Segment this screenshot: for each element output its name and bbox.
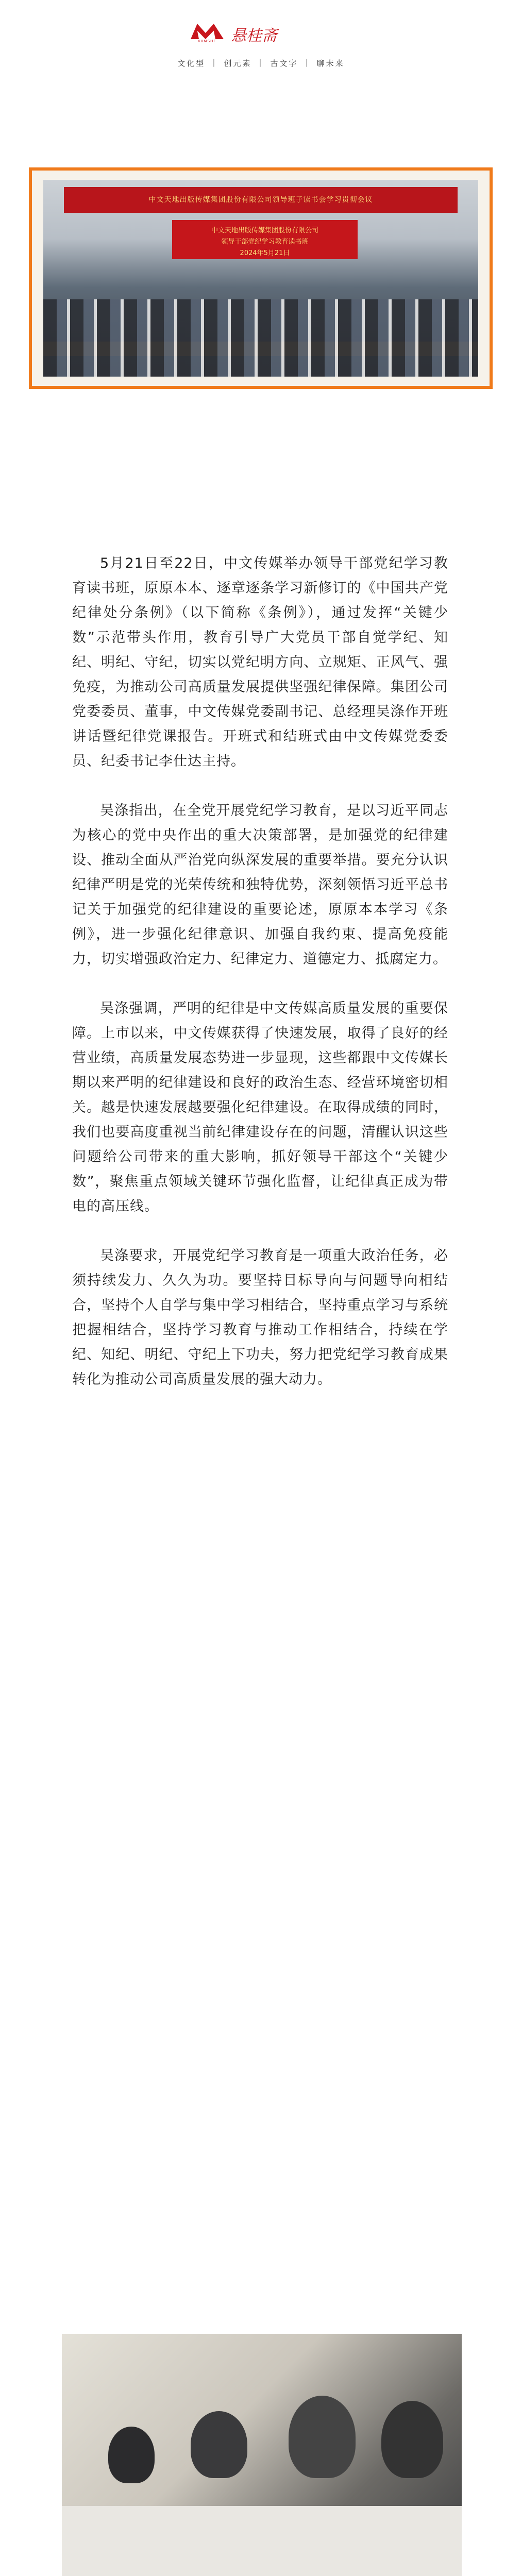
meeting-banner: 中文天地出版传媒集团股份有限公司领导班子读书会学习贯彻会议: [64, 187, 458, 213]
brand-name: 悬桂斋: [231, 27, 277, 45]
article-paragraph: 吴涤要求，开展党纪学习教育是一项重大政治任务，必须持续发力、久久为功。要坚持目标导向与问题导向相结合，坚持个人自学与集中学习相结合，坚持重点学习与系统把握相结合，坚持学习教育与推动工作相结合，持续在学纪、知纪、明纪、守纪上下功夫，努力把党纪学习教育成果转化为推动公司高质量发展的强大动力。: [72, 1248, 448, 1387]
brand-logo: [191, 23, 277, 45]
slogan-row: 文化型 | 创元素 | 古文字 | 聊未来: [177, 58, 345, 68]
article-paragraph: 5月21日至22日，中文传媒举办领导干部党纪学习教育读书班，原原本本、逐章逐条学习新修订的《中国共产党纪律处分条例》（以下简称《条例》），通过发挥“关键少数”示范带头作用，教育引导广大党员干部自觉学纪、知纪、明纪、守纪，切实以党纪明方向、立规矩、正风气、强免疫，为推动公司高质量发展提供坚强纪律保障。集团公司党委委员、董事，中文传媒党委副书记、总经理吴涤作开班讲话暨纪律党课报告。开班式和结班式由中文传媒党委委员、纪委书记李仕达主持。: [72, 555, 448, 769]
article-body: [72, 551, 448, 1417]
slogan-item: 创元素: [224, 59, 252, 68]
article-paragraph: 吴涤指出，在全党开展党纪学习教育，是以习近平同志为核心的党中央作出的重大决策部署，是加强党的纪律建设、推动全面从严治党向纵深发展的重要举措。要充分认识纪律严明是党的光荣传统和独特优势，深刻领悟习近平总书记关于加强党的纪律建设的重要论述，原原本本学习《条例》，进一步强化纪律意识、加强自我约束、提高免疫能力，切实增强政治定力、纪律定力、道德定力、抵腐定力。: [72, 803, 448, 967]
article-paragraph: 吴涤强调，严明的纪律是中文传媒高质量发展的重要保障。上市以来，中文传媒获得了快速发展，取得了良好的经营业绩，高质量发展态势进一步显现，这些都跟中文传媒长期以来严明的纪律建设和良好的政治生态、经营环境密切相关。越是快速发展越要强化纪律建设。在取得成绩的同时，我们也要高度重视当前纪律建设存在的问题，清醒认识这些问题给公司带来的重大影响，抓好领导干部这个“关键少数”，聚焦重点领域关键环节强化监督，让纪律真正成为带电的高压线。: [72, 1001, 448, 1214]
hero-photo: [43, 180, 478, 377]
slogan-item: 古文字: [270, 59, 298, 68]
study-session-photo: [62, 2334, 462, 2576]
brand-mark-icon: KUMSHE: [191, 24, 224, 44]
hero-photo-frame: [29, 167, 493, 389]
slogan-item: 聊未来: [316, 59, 345, 68]
header: [0, 0, 522, 77]
meeting-attendees: [43, 299, 478, 377]
meeting-screen: 中文天地出版传媒集团股份有限公司 领导干部党纪学习教育读书班 2024年5月21日: [172, 220, 358, 259]
slogan-item: 文化型: [177, 59, 206, 68]
